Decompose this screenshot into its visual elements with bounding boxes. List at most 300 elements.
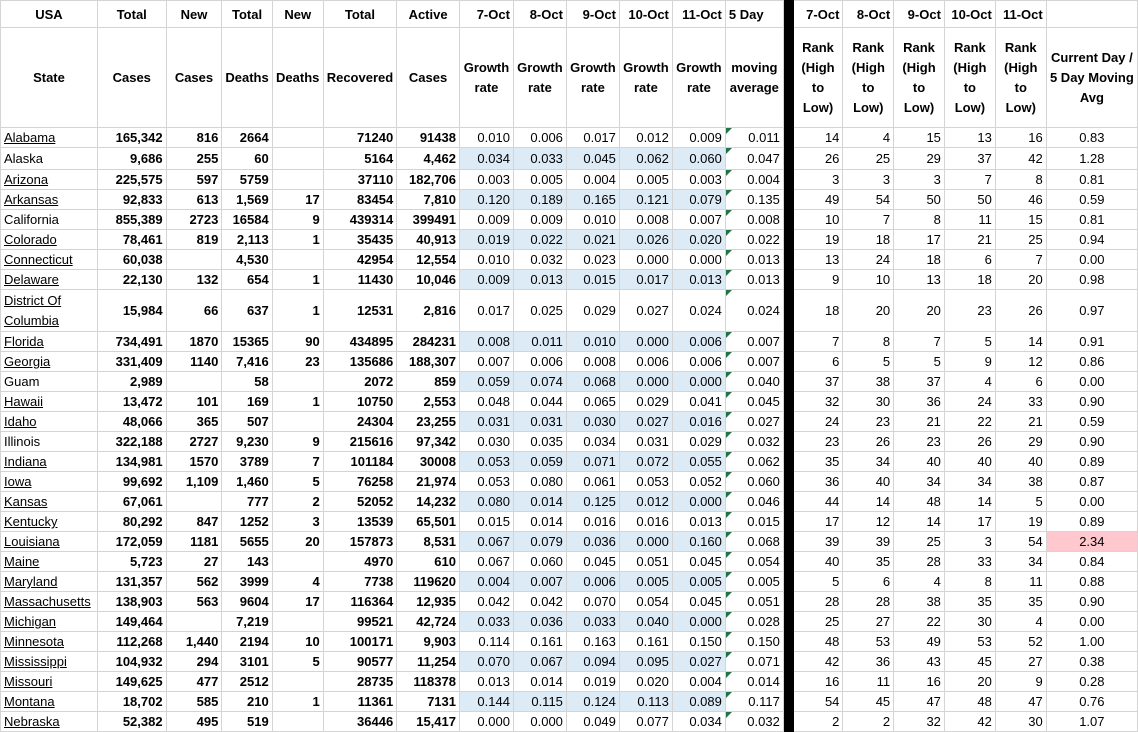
state-link[interactable]: Colorado xyxy=(4,232,57,247)
state-link[interactable]: Montana xyxy=(4,694,55,709)
ratio-cell[interactable]: 0.28 xyxy=(1046,672,1137,692)
column-header[interactable]: Rank (High to Low) xyxy=(894,28,945,128)
new_deaths-cell[interactable] xyxy=(272,712,323,732)
g8-cell[interactable]: 0.032 xyxy=(513,250,566,270)
r11-cell[interactable]: 25 xyxy=(995,230,1046,250)
g8-cell[interactable]: 0.079 xyxy=(513,532,566,552)
new_deaths-cell[interactable] xyxy=(272,250,323,270)
total_cases-cell[interactable]: 22,130 xyxy=(97,270,166,290)
r8-cell[interactable]: 53 xyxy=(843,632,894,652)
g9-cell[interactable]: 0.124 xyxy=(566,692,619,712)
column-header[interactable]: Growth rate xyxy=(459,28,513,128)
column-header-top[interactable]: 10-Oct xyxy=(619,1,672,28)
g8-cell[interactable]: 0.115 xyxy=(513,692,566,712)
g10-cell[interactable]: 0.053 xyxy=(619,472,672,492)
new_deaths-cell[interactable]: 17 xyxy=(272,190,323,210)
total_cases-cell[interactable]: 48,066 xyxy=(97,412,166,432)
r10-cell[interactable]: 14 xyxy=(944,492,995,512)
r7-cell[interactable]: 7 xyxy=(793,332,843,352)
total_cases-cell[interactable]: 2,989 xyxy=(97,372,166,392)
column-header-top[interactable]: 11-Oct xyxy=(995,1,1046,28)
column-header[interactable]: Rank (High to Low) xyxy=(995,28,1046,128)
r8-cell[interactable]: 26 xyxy=(843,432,894,452)
total_cases-cell[interactable]: 60,038 xyxy=(97,250,166,270)
r9-cell[interactable]: 28 xyxy=(894,552,945,572)
r10-cell[interactable]: 9 xyxy=(944,352,995,372)
g9-cell[interactable]: 0.034 xyxy=(566,432,619,452)
r11-cell[interactable]: 42 xyxy=(995,148,1046,170)
r11-cell[interactable]: 14 xyxy=(995,332,1046,352)
new_deaths-cell[interactable]: 20 xyxy=(272,532,323,552)
g10-cell[interactable]: 0.012 xyxy=(619,128,672,148)
g10-cell[interactable]: 0.113 xyxy=(619,692,672,712)
ratio-cell[interactable]: 1.07 xyxy=(1046,712,1137,732)
state-link[interactable]: Kentucky xyxy=(4,514,58,529)
new_deaths-cell[interactable]: 5 xyxy=(272,652,323,672)
state-cell[interactable] xyxy=(1,210,98,230)
r8-cell[interactable]: 11 xyxy=(843,672,894,692)
recovered-cell[interactable]: 11430 xyxy=(323,270,396,290)
g11-cell[interactable]: 0.060 xyxy=(672,148,725,170)
active-cell[interactable]: 119620 xyxy=(397,572,460,592)
g9-cell[interactable]: 0.029 xyxy=(566,290,619,332)
active-cell[interactable]: 859 xyxy=(397,372,460,392)
active-cell[interactable]: 65,501 xyxy=(397,512,460,532)
total_deaths-cell[interactable]: 16584 xyxy=(222,210,272,230)
r7-cell[interactable]: 48 xyxy=(793,632,843,652)
ma-cell[interactable]: 0.024 xyxy=(725,290,783,332)
g8-cell[interactable]: 0.059 xyxy=(513,452,566,472)
new_deaths-cell[interactable]: 1 xyxy=(272,392,323,412)
r8-cell[interactable]: 14 xyxy=(843,492,894,512)
r7-cell[interactable]: 17 xyxy=(793,512,843,532)
ratio-cell[interactable]: 2.34 xyxy=(1046,532,1137,552)
r7-cell[interactable]: 39 xyxy=(793,532,843,552)
recovered-cell[interactable]: 71240 xyxy=(323,128,396,148)
state-cell[interactable] xyxy=(1,170,98,190)
column-separator[interactable] xyxy=(783,712,793,732)
active-cell[interactable]: 11,254 xyxy=(397,652,460,672)
column-header-top[interactable]: 7-Oct xyxy=(793,1,843,28)
g8-cell[interactable]: 0.006 xyxy=(513,128,566,148)
state-cell[interactable] xyxy=(1,412,98,432)
state-cell[interactable] xyxy=(1,148,98,170)
r11-cell[interactable]: 27 xyxy=(995,652,1046,672)
total_cases-cell[interactable]: 78,461 xyxy=(97,230,166,250)
column-separator[interactable] xyxy=(783,128,793,148)
new_deaths-cell[interactable]: 9 xyxy=(272,432,323,452)
ratio-cell[interactable]: 0.84 xyxy=(1046,552,1137,572)
g11-cell[interactable]: 0.013 xyxy=(672,270,725,290)
r8-cell[interactable]: 8 xyxy=(843,332,894,352)
g10-cell[interactable]: 0.000 xyxy=(619,532,672,552)
column-header-top[interactable]: 9-Oct xyxy=(894,1,945,28)
column-header[interactable]: Growth rate xyxy=(619,28,672,128)
r11-cell[interactable]: 47 xyxy=(995,692,1046,712)
g8-cell[interactable]: 0.007 xyxy=(513,572,566,592)
ratio-cell[interactable]: 0.83 xyxy=(1046,128,1137,148)
new_cases-cell[interactable]: 495 xyxy=(166,712,222,732)
ma-cell[interactable]: 0.014 xyxy=(725,672,783,692)
g10-cell[interactable]: 0.054 xyxy=(619,592,672,612)
ratio-cell[interactable]: 0.87 xyxy=(1046,472,1137,492)
r11-cell[interactable]: 8 xyxy=(995,170,1046,190)
new_cases-cell[interactable]: 847 xyxy=(166,512,222,532)
r9-cell[interactable]: 13 xyxy=(894,270,945,290)
ma-cell[interactable]: 0.150 xyxy=(725,632,783,652)
r9-cell[interactable]: 18 xyxy=(894,250,945,270)
state-link[interactable]: Delaware xyxy=(4,272,59,287)
ratio-cell[interactable]: 0.00 xyxy=(1046,612,1137,632)
column-header-top[interactable]: Total xyxy=(97,1,166,28)
g9-cell[interactable]: 0.008 xyxy=(566,352,619,372)
g11-cell[interactable]: 0.000 xyxy=(672,492,725,512)
total_deaths-cell[interactable]: 169 xyxy=(222,392,272,412)
ratio-cell[interactable]: 0.59 xyxy=(1046,412,1137,432)
r7-cell[interactable]: 49 xyxy=(793,190,843,210)
r10-cell[interactable]: 45 xyxy=(944,652,995,672)
g10-cell[interactable]: 0.029 xyxy=(619,392,672,412)
total_cases-cell[interactable]: 99,692 xyxy=(97,472,166,492)
column-separator[interactable] xyxy=(783,672,793,692)
active-cell[interactable]: 21,974 xyxy=(397,472,460,492)
column-header-top[interactable]: 8-Oct xyxy=(513,1,566,28)
r10-cell[interactable]: 20 xyxy=(944,672,995,692)
new_deaths-cell[interactable] xyxy=(272,128,323,148)
r11-cell[interactable]: 33 xyxy=(995,392,1046,412)
g11-cell[interactable]: 0.004 xyxy=(672,672,725,692)
state-link[interactable]: Maryland xyxy=(4,574,58,589)
column-header[interactable]: Deaths xyxy=(222,28,272,128)
g11-cell[interactable]: 0.016 xyxy=(672,412,725,432)
g9-cell[interactable]: 0.036 xyxy=(566,532,619,552)
r10-cell[interactable]: 30 xyxy=(944,612,995,632)
state-link[interactable]: Maine xyxy=(4,554,40,569)
new_deaths-cell[interactable]: 7 xyxy=(272,452,323,472)
recovered-cell[interactable]: 135686 xyxy=(323,352,396,372)
column-header-top[interactable]: 10-Oct xyxy=(944,1,995,28)
column-separator[interactable] xyxy=(783,392,793,412)
g8-cell[interactable]: 0.014 xyxy=(513,512,566,532)
total_deaths-cell[interactable]: 5655 xyxy=(222,532,272,552)
new_deaths-cell[interactable]: 9 xyxy=(272,210,323,230)
g10-cell[interactable]: 0.017 xyxy=(619,270,672,290)
r9-cell[interactable]: 7 xyxy=(894,332,945,352)
ratio-cell[interactable]: 0.97 xyxy=(1046,290,1137,332)
ma-cell[interactable]: 0.028 xyxy=(725,612,783,632)
new_cases-cell[interactable] xyxy=(166,372,222,392)
column-header-top[interactable]: Active xyxy=(397,1,460,28)
total_cases-cell[interactable]: 18,702 xyxy=(97,692,166,712)
r9-cell[interactable]: 37 xyxy=(894,372,945,392)
state-link[interactable]: Iowa xyxy=(4,474,32,489)
g9-cell[interactable]: 0.004 xyxy=(566,170,619,190)
state-cell[interactable] xyxy=(1,512,98,532)
g10-cell[interactable]: 0.027 xyxy=(619,412,672,432)
g7-cell[interactable]: 0.013 xyxy=(459,672,513,692)
r9-cell[interactable]: 8 xyxy=(894,210,945,230)
g7-cell[interactable]: 0.015 xyxy=(459,512,513,532)
new_cases-cell[interactable]: 597 xyxy=(166,170,222,190)
r9-cell[interactable]: 16 xyxy=(894,672,945,692)
g7-cell[interactable]: 0.017 xyxy=(459,290,513,332)
g10-cell[interactable]: 0.031 xyxy=(619,432,672,452)
g11-cell[interactable]: 0.006 xyxy=(672,352,725,372)
g10-cell[interactable]: 0.006 xyxy=(619,352,672,372)
total_deaths-cell[interactable]: 3789 xyxy=(222,452,272,472)
ratio-cell[interactable]: 1.28 xyxy=(1046,148,1137,170)
state-cell[interactable] xyxy=(1,572,98,592)
g10-cell[interactable]: 0.020 xyxy=(619,672,672,692)
r8-cell[interactable]: 36 xyxy=(843,652,894,672)
r9-cell[interactable]: 29 xyxy=(894,148,945,170)
state-cell[interactable] xyxy=(1,652,98,672)
state-cell[interactable] xyxy=(1,270,98,290)
g8-cell[interactable]: 0.000 xyxy=(513,712,566,732)
recovered-cell[interactable]: 116364 xyxy=(323,592,396,612)
ratio-cell[interactable]: 0.59 xyxy=(1046,190,1137,210)
state-cell[interactable] xyxy=(1,672,98,692)
g9-cell[interactable]: 0.017 xyxy=(566,128,619,148)
g10-cell[interactable]: 0.000 xyxy=(619,250,672,270)
state-link[interactable]: Minnesota xyxy=(4,634,64,649)
r10-cell[interactable]: 50 xyxy=(944,190,995,210)
recovered-cell[interactable]: 28735 xyxy=(323,672,396,692)
column-separator[interactable] xyxy=(783,230,793,250)
g11-cell[interactable]: 0.029 xyxy=(672,432,725,452)
g9-cell[interactable]: 0.033 xyxy=(566,612,619,632)
r11-cell[interactable]: 40 xyxy=(995,452,1046,472)
r9-cell[interactable]: 48 xyxy=(894,492,945,512)
new_cases-cell[interactable]: 1,440 xyxy=(166,632,222,652)
column-separator[interactable] xyxy=(783,148,793,170)
r8-cell[interactable]: 38 xyxy=(843,372,894,392)
active-cell[interactable]: 188,307 xyxy=(397,352,460,372)
total_deaths-cell[interactable]: 4,530 xyxy=(222,250,272,270)
r8-cell[interactable]: 20 xyxy=(843,290,894,332)
g9-cell[interactable]: 0.163 xyxy=(566,632,619,652)
column-separator[interactable] xyxy=(783,352,793,372)
r11-cell[interactable]: 4 xyxy=(995,612,1046,632)
r10-cell[interactable]: 7 xyxy=(944,170,995,190)
r7-cell[interactable]: 10 xyxy=(793,210,843,230)
r10-cell[interactable]: 18 xyxy=(944,270,995,290)
ma-cell[interactable]: 0.051 xyxy=(725,592,783,612)
g11-cell[interactable]: 0.045 xyxy=(672,552,725,572)
r7-cell[interactable]: 35 xyxy=(793,452,843,472)
state-cell[interactable] xyxy=(1,552,98,572)
g8-cell[interactable]: 0.013 xyxy=(513,270,566,290)
recovered-cell[interactable]: 439314 xyxy=(323,210,396,230)
ma-cell[interactable]: 0.013 xyxy=(725,250,783,270)
g11-cell[interactable]: 0.079 xyxy=(672,190,725,210)
active-cell[interactable]: 399491 xyxy=(397,210,460,230)
r10-cell[interactable]: 26 xyxy=(944,432,995,452)
ma-cell[interactable]: 0.040 xyxy=(725,372,783,392)
r11-cell[interactable]: 35 xyxy=(995,592,1046,612)
recovered-cell[interactable]: 157873 xyxy=(323,532,396,552)
recovered-cell[interactable]: 83454 xyxy=(323,190,396,210)
r10-cell[interactable]: 53 xyxy=(944,632,995,652)
g7-cell[interactable]: 0.067 xyxy=(459,532,513,552)
g11-cell[interactable]: 0.150 xyxy=(672,632,725,652)
g11-cell[interactable]: 0.000 xyxy=(672,372,725,392)
g7-cell[interactable]: 0.048 xyxy=(459,392,513,412)
new_cases-cell[interactable]: 1140 xyxy=(166,352,222,372)
recovered-cell[interactable]: 12531 xyxy=(323,290,396,332)
column-separator[interactable] xyxy=(783,612,793,632)
g9-cell[interactable]: 0.045 xyxy=(566,148,619,170)
new_cases-cell[interactable]: 132 xyxy=(166,270,222,290)
r11-cell[interactable]: 26 xyxy=(995,290,1046,332)
column-separator[interactable] xyxy=(783,552,793,572)
g8-cell[interactable]: 0.074 xyxy=(513,372,566,392)
g8-cell[interactable]: 0.080 xyxy=(513,472,566,492)
column-header-top[interactable]: Total xyxy=(222,1,272,28)
g11-cell[interactable]: 0.052 xyxy=(672,472,725,492)
r10-cell[interactable]: 37 xyxy=(944,148,995,170)
new_deaths-cell[interactable] xyxy=(272,372,323,392)
ma-cell[interactable]: 0.032 xyxy=(725,712,783,732)
g8-cell[interactable]: 0.005 xyxy=(513,170,566,190)
g8-cell[interactable]: 0.011 xyxy=(513,332,566,352)
column-header[interactable]: Growth rate xyxy=(672,28,725,128)
g7-cell[interactable]: 0.031 xyxy=(459,412,513,432)
new_cases-cell[interactable]: 101 xyxy=(166,392,222,412)
r9-cell[interactable]: 40 xyxy=(894,452,945,472)
r11-cell[interactable]: 16 xyxy=(995,128,1046,148)
g7-cell[interactable]: 0.004 xyxy=(459,572,513,592)
state-cell[interactable] xyxy=(1,692,98,712)
g8-cell[interactable]: 0.025 xyxy=(513,290,566,332)
active-cell[interactable]: 182,706 xyxy=(397,170,460,190)
new_cases-cell[interactable] xyxy=(166,250,222,270)
r9-cell[interactable]: 3 xyxy=(894,170,945,190)
r9-cell[interactable]: 17 xyxy=(894,230,945,250)
g11-cell[interactable]: 0.041 xyxy=(672,392,725,412)
g11-cell[interactable]: 0.006 xyxy=(672,332,725,352)
r11-cell[interactable]: 11 xyxy=(995,572,1046,592)
g10-cell[interactable]: 0.005 xyxy=(619,170,672,190)
total_deaths-cell[interactable]: 9,230 xyxy=(222,432,272,452)
active-cell[interactable]: 12,935 xyxy=(397,592,460,612)
new_cases-cell[interactable]: 562 xyxy=(166,572,222,592)
column-separator[interactable] xyxy=(783,592,793,612)
r10-cell[interactable]: 21 xyxy=(944,230,995,250)
g9-cell[interactable]: 0.019 xyxy=(566,672,619,692)
column-separator[interactable] xyxy=(783,372,793,392)
state-cell[interactable] xyxy=(1,290,98,332)
r9-cell[interactable]: 43 xyxy=(894,652,945,672)
column-header[interactable]: Cases xyxy=(97,28,166,128)
r8-cell[interactable]: 27 xyxy=(843,612,894,632)
state-cell[interactable] xyxy=(1,612,98,632)
column-separator[interactable] xyxy=(783,250,793,270)
g7-cell[interactable]: 0.059 xyxy=(459,372,513,392)
total_deaths-cell[interactable]: 2512 xyxy=(222,672,272,692)
g7-cell[interactable]: 0.007 xyxy=(459,352,513,372)
r7-cell[interactable]: 6 xyxy=(793,352,843,372)
r7-cell[interactable]: 9 xyxy=(793,270,843,290)
g7-cell[interactable]: 0.034 xyxy=(459,148,513,170)
g8-cell[interactable]: 0.009 xyxy=(513,210,566,230)
ratio-cell[interactable]: 0.88 xyxy=(1046,572,1137,592)
g10-cell[interactable]: 0.012 xyxy=(619,492,672,512)
g7-cell[interactable]: 0.114 xyxy=(459,632,513,652)
active-cell[interactable]: 118378 xyxy=(397,672,460,692)
g7-cell[interactable]: 0.080 xyxy=(459,492,513,512)
r9-cell[interactable]: 49 xyxy=(894,632,945,652)
state-link[interactable]: Mississippi xyxy=(4,654,67,669)
r9-cell[interactable]: 32 xyxy=(894,712,945,732)
ma-cell[interactable]: 0.032 xyxy=(725,432,783,452)
recovered-cell[interactable]: 35435 xyxy=(323,230,396,250)
g10-cell[interactable]: 0.005 xyxy=(619,572,672,592)
ratio-cell[interactable]: 0.38 xyxy=(1046,652,1137,672)
column-header-top[interactable]: New xyxy=(272,1,323,28)
state-link[interactable]: Michigan xyxy=(4,614,57,629)
ratio-cell[interactable]: 0.81 xyxy=(1046,210,1137,230)
g7-cell[interactable]: 0.067 xyxy=(459,552,513,572)
r11-cell[interactable]: 46 xyxy=(995,190,1046,210)
g10-cell[interactable]: 0.026 xyxy=(619,230,672,250)
r11-cell[interactable]: 38 xyxy=(995,472,1046,492)
column-header-top[interactable]: 7-Oct xyxy=(459,1,513,28)
column-header[interactable]: Recovered xyxy=(323,28,396,128)
total_cases-cell[interactable]: 225,575 xyxy=(97,170,166,190)
state-link[interactable]: Louisiana xyxy=(4,534,60,549)
new_cases-cell[interactable] xyxy=(166,492,222,512)
g8-cell[interactable]: 0.189 xyxy=(513,190,566,210)
total_cases-cell[interactable]: 92,833 xyxy=(97,190,166,210)
total_deaths-cell[interactable]: 637 xyxy=(222,290,272,332)
g9-cell[interactable]: 0.061 xyxy=(566,472,619,492)
r11-cell[interactable]: 19 xyxy=(995,512,1046,532)
g8-cell[interactable]: 0.014 xyxy=(513,492,566,512)
state-link[interactable]: Arkansas xyxy=(4,192,59,207)
ma-cell[interactable]: 0.022 xyxy=(725,230,783,250)
g7-cell[interactable]: 0.053 xyxy=(459,452,513,472)
column-separator[interactable] xyxy=(783,492,793,512)
g11-cell[interactable]: 0.005 xyxy=(672,572,725,592)
column-separator[interactable] xyxy=(783,432,793,452)
state-cell[interactable] xyxy=(1,492,98,512)
total_cases-cell[interactable]: 149,464 xyxy=(97,612,166,632)
column-header[interactable]: Cases xyxy=(166,28,222,128)
total_cases-cell[interactable]: 80,292 xyxy=(97,512,166,532)
recovered-cell[interactable]: 101184 xyxy=(323,452,396,472)
r10-cell[interactable]: 48 xyxy=(944,692,995,712)
r7-cell[interactable]: 5 xyxy=(793,572,843,592)
recovered-cell[interactable]: 37110 xyxy=(323,170,396,190)
state-cell[interactable] xyxy=(1,432,98,452)
ratio-cell[interactable]: 0.00 xyxy=(1046,372,1137,392)
g9-cell[interactable]: 0.010 xyxy=(566,332,619,352)
total_deaths-cell[interactable]: 58 xyxy=(222,372,272,392)
total_deaths-cell[interactable]: 507 xyxy=(222,412,272,432)
total_deaths-cell[interactable]: 519 xyxy=(222,712,272,732)
state-link[interactable]: District Of Columbia xyxy=(4,292,62,328)
r11-cell[interactable]: 30 xyxy=(995,712,1046,732)
active-cell[interactable]: 15,417 xyxy=(397,712,460,732)
r11-cell[interactable]: 12 xyxy=(995,352,1046,372)
total_deaths-cell[interactable]: 143 xyxy=(222,552,272,572)
r9-cell[interactable]: 20 xyxy=(894,290,945,332)
state-cell[interactable] xyxy=(1,632,98,652)
column-separator[interactable] xyxy=(783,572,793,592)
g9-cell[interactable]: 0.016 xyxy=(566,512,619,532)
column-header[interactable]: Rank (High to Low) xyxy=(793,28,843,128)
